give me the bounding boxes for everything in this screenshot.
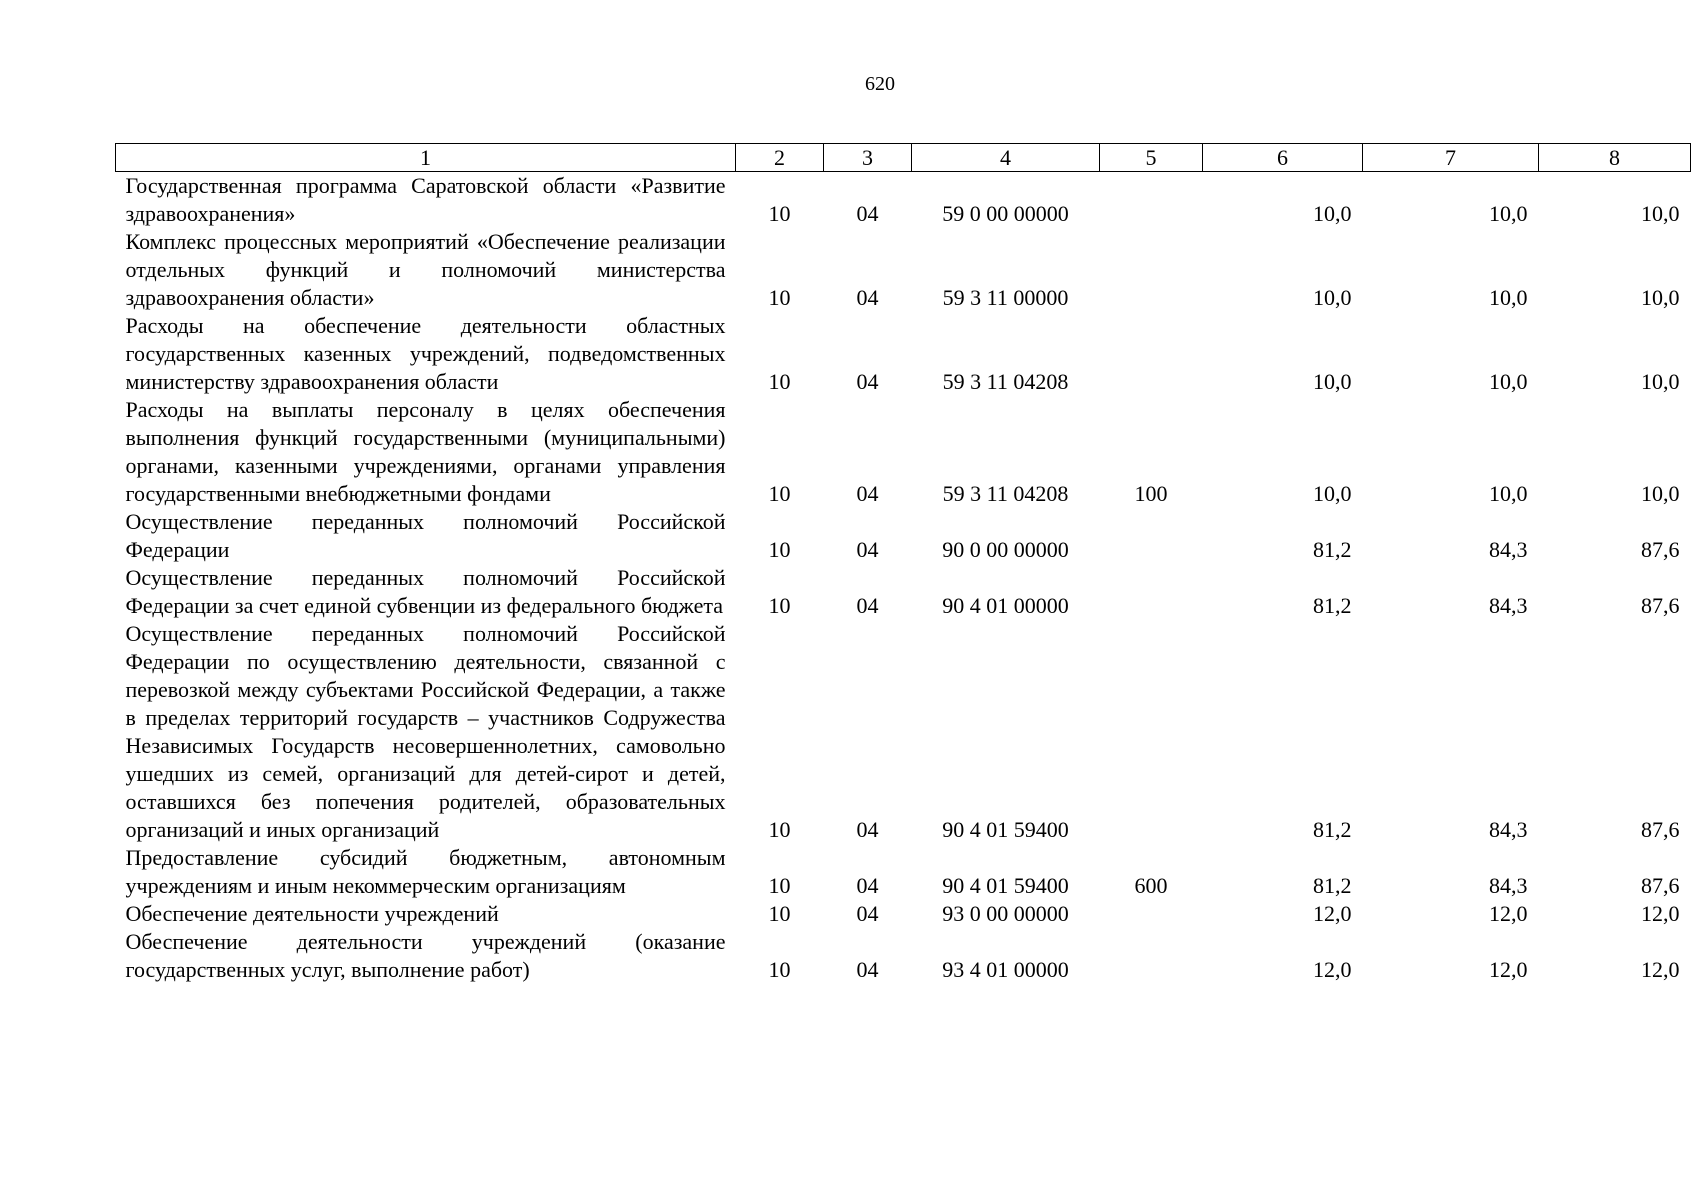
row-value-year-3: 12,0 — [1641, 957, 1680, 982]
row-target-article: 90 4 01 59400 — [942, 873, 1069, 898]
row-target-article: 59 3 11 00000 — [942, 285, 1069, 310]
row-name: Осуществление переданных полномочий Российской Федерации — [125, 509, 726, 562]
row-subsection: 04 — [856, 957, 879, 982]
row-value-year-1: 12,0 — [1313, 957, 1352, 982]
row-value-year-2: 12,0 — [1489, 957, 1528, 982]
column-header-1: 1 — [116, 144, 736, 172]
row-value-year-3: 87,6 — [1641, 873, 1680, 898]
row-expense-type: 100 — [1134, 481, 1168, 506]
column-header-3: 3 — [824, 144, 912, 172]
row-value-year-2: 12,0 — [1489, 901, 1528, 926]
row-section: 10 — [768, 285, 791, 310]
row-value-year-3: 87,6 — [1641, 537, 1680, 562]
column-header-7: 7 — [1363, 144, 1539, 172]
row-section: 10 — [768, 901, 791, 926]
row-value-year-1: 10,0 — [1313, 285, 1352, 310]
header-row — [116, 144, 1691, 172]
row-value-year-3: 87,6 — [1641, 593, 1680, 618]
budget-table — [115, 143, 1691, 984]
row-section: 10 — [768, 873, 791, 898]
table-row — [116, 396, 1691, 508]
row-value-year-3: 10,0 — [1641, 201, 1680, 226]
row-value-year-3: 10,0 — [1641, 369, 1680, 394]
row-subsection: 04 — [856, 201, 879, 226]
column-header-8: 8 — [1539, 144, 1691, 172]
row-value-year-2: 84,3 — [1489, 817, 1528, 842]
row-value-year-2: 10,0 — [1489, 285, 1528, 310]
row-section: 10 — [768, 537, 791, 562]
row-section: 10 — [768, 593, 791, 618]
row-value-year-2: 84,3 — [1489, 537, 1528, 562]
row-target-article: 93 0 00 00000 — [942, 901, 1069, 926]
row-name: Осуществление переданных полномочий Российской Федерации по осуществлению деятельности, связанной с перевозкой между субъектами Российской Федерации, а также в пределах территорий государств – участников Содружества Независимых Государств несовершеннолетних, самовольно ушедших из семей, организаций для детей-сирот и детей, оставшихся без попечения родителей, образовательных организаций и иных организаций — [125, 621, 726, 842]
row-expense-type — [1100, 508, 1203, 564]
row-name: Расходы на обеспечение деятельности областных государственных казенных учреждений, подведомственных министерству здравоохранения области — [125, 313, 726, 394]
table-row — [116, 844, 1691, 900]
row-value-year-2: 10,0 — [1489, 369, 1528, 394]
row-target-article: 59 3 11 04208 — [942, 481, 1069, 506]
row-name: Обеспечение деятельности учреждений (оказание государственных услуг, выполнение работ) — [125, 929, 726, 982]
row-value-year-2: 84,3 — [1489, 873, 1528, 898]
row-value-year-1: 10,0 — [1313, 369, 1352, 394]
column-header-6: 6 — [1203, 144, 1363, 172]
row-subsection: 04 — [856, 285, 879, 310]
row-name: Обеспечение деятельности учреждений — [125, 901, 499, 926]
row-value-year-1: 12,0 — [1313, 901, 1352, 926]
row-value-year-1: 10,0 — [1313, 201, 1352, 226]
row-value-year-3: 87,6 — [1641, 817, 1680, 842]
row-value-year-1: 81,2 — [1313, 817, 1352, 842]
row-subsection: 04 — [856, 593, 879, 618]
row-target-article: 90 4 01 00000 — [942, 593, 1069, 618]
row-subsection: 04 — [856, 537, 879, 562]
row-target-article: 59 0 00 00000 — [942, 201, 1069, 226]
column-header-5: 5 — [1100, 144, 1203, 172]
row-target-article: 90 4 01 59400 — [942, 817, 1069, 842]
row-name: Предоставление субсидий бюджетным, автономным учреждениям и иным некоммерческим организациям — [125, 845, 726, 898]
row-name: Расходы на выплаты персоналу в целях обеспечения выполнения функций государственными (муниципальными) органами, казенными учреждениями, органами управления государственными внебюджетными фондами — [125, 397, 726, 506]
row-expense-type — [1100, 564, 1203, 620]
table-row — [116, 564, 1691, 620]
row-value-year-1: 81,2 — [1313, 593, 1352, 618]
row-section: 10 — [768, 817, 791, 842]
row-value-year-1: 81,2 — [1313, 537, 1352, 562]
row-expense-type — [1100, 620, 1203, 844]
page-number: 620 — [865, 73, 895, 95]
row-value-year-2: 84,3 — [1489, 593, 1528, 618]
row-section: 10 — [768, 369, 791, 394]
table-row — [116, 508, 1691, 564]
table-row — [116, 312, 1691, 396]
row-value-year-2: 10,0 — [1489, 481, 1528, 506]
row-section: 10 — [768, 957, 791, 982]
row-subsection: 04 — [856, 369, 879, 394]
row-target-article: 90 0 00 00000 — [942, 537, 1069, 562]
column-header-4: 4 — [912, 144, 1100, 172]
column-header-2: 2 — [736, 144, 824, 172]
row-value-year-1: 81,2 — [1313, 873, 1352, 898]
row-subsection: 04 — [856, 901, 879, 926]
table-body — [116, 172, 1691, 985]
table-row — [116, 900, 1691, 928]
row-section: 10 — [768, 481, 791, 506]
row-target-article: 93 4 01 00000 — [942, 957, 1069, 982]
row-expense-type — [1100, 900, 1203, 928]
row-expense-type — [1100, 228, 1203, 312]
row-expense-type — [1100, 928, 1203, 984]
row-name: Государственная программа Саратовской области «Развитие здравоохранения» — [125, 173, 726, 226]
row-expense-type — [1100, 312, 1203, 396]
table-row — [116, 228, 1691, 312]
row-value-year-3: 12,0 — [1641, 901, 1680, 926]
row-subsection: 04 — [856, 481, 879, 506]
row-expense-type: 600 — [1134, 873, 1168, 898]
row-subsection: 04 — [856, 817, 879, 842]
row-value-year-3: 10,0 — [1641, 285, 1680, 310]
row-subsection: 04 — [856, 873, 879, 898]
row-value-year-3: 10,0 — [1641, 481, 1680, 506]
row-section: 10 — [768, 201, 791, 226]
row-value-year-1: 10,0 — [1313, 481, 1352, 506]
table-row — [116, 172, 1691, 229]
row-name: Комплекс процессных мероприятий «Обеспечение реализации отдельных функций и полномочий министерства здравоохранения области» — [125, 229, 726, 310]
row-name: Осуществление переданных полномочий Российской Федерации за счет единой субвенции из федерального бюджета — [125, 565, 726, 618]
row-expense-type — [1100, 172, 1203, 229]
row-value-year-2: 10,0 — [1489, 201, 1528, 226]
table-row — [116, 928, 1691, 984]
row-target-article: 59 3 11 04208 — [942, 369, 1069, 394]
table-row — [116, 620, 1691, 844]
